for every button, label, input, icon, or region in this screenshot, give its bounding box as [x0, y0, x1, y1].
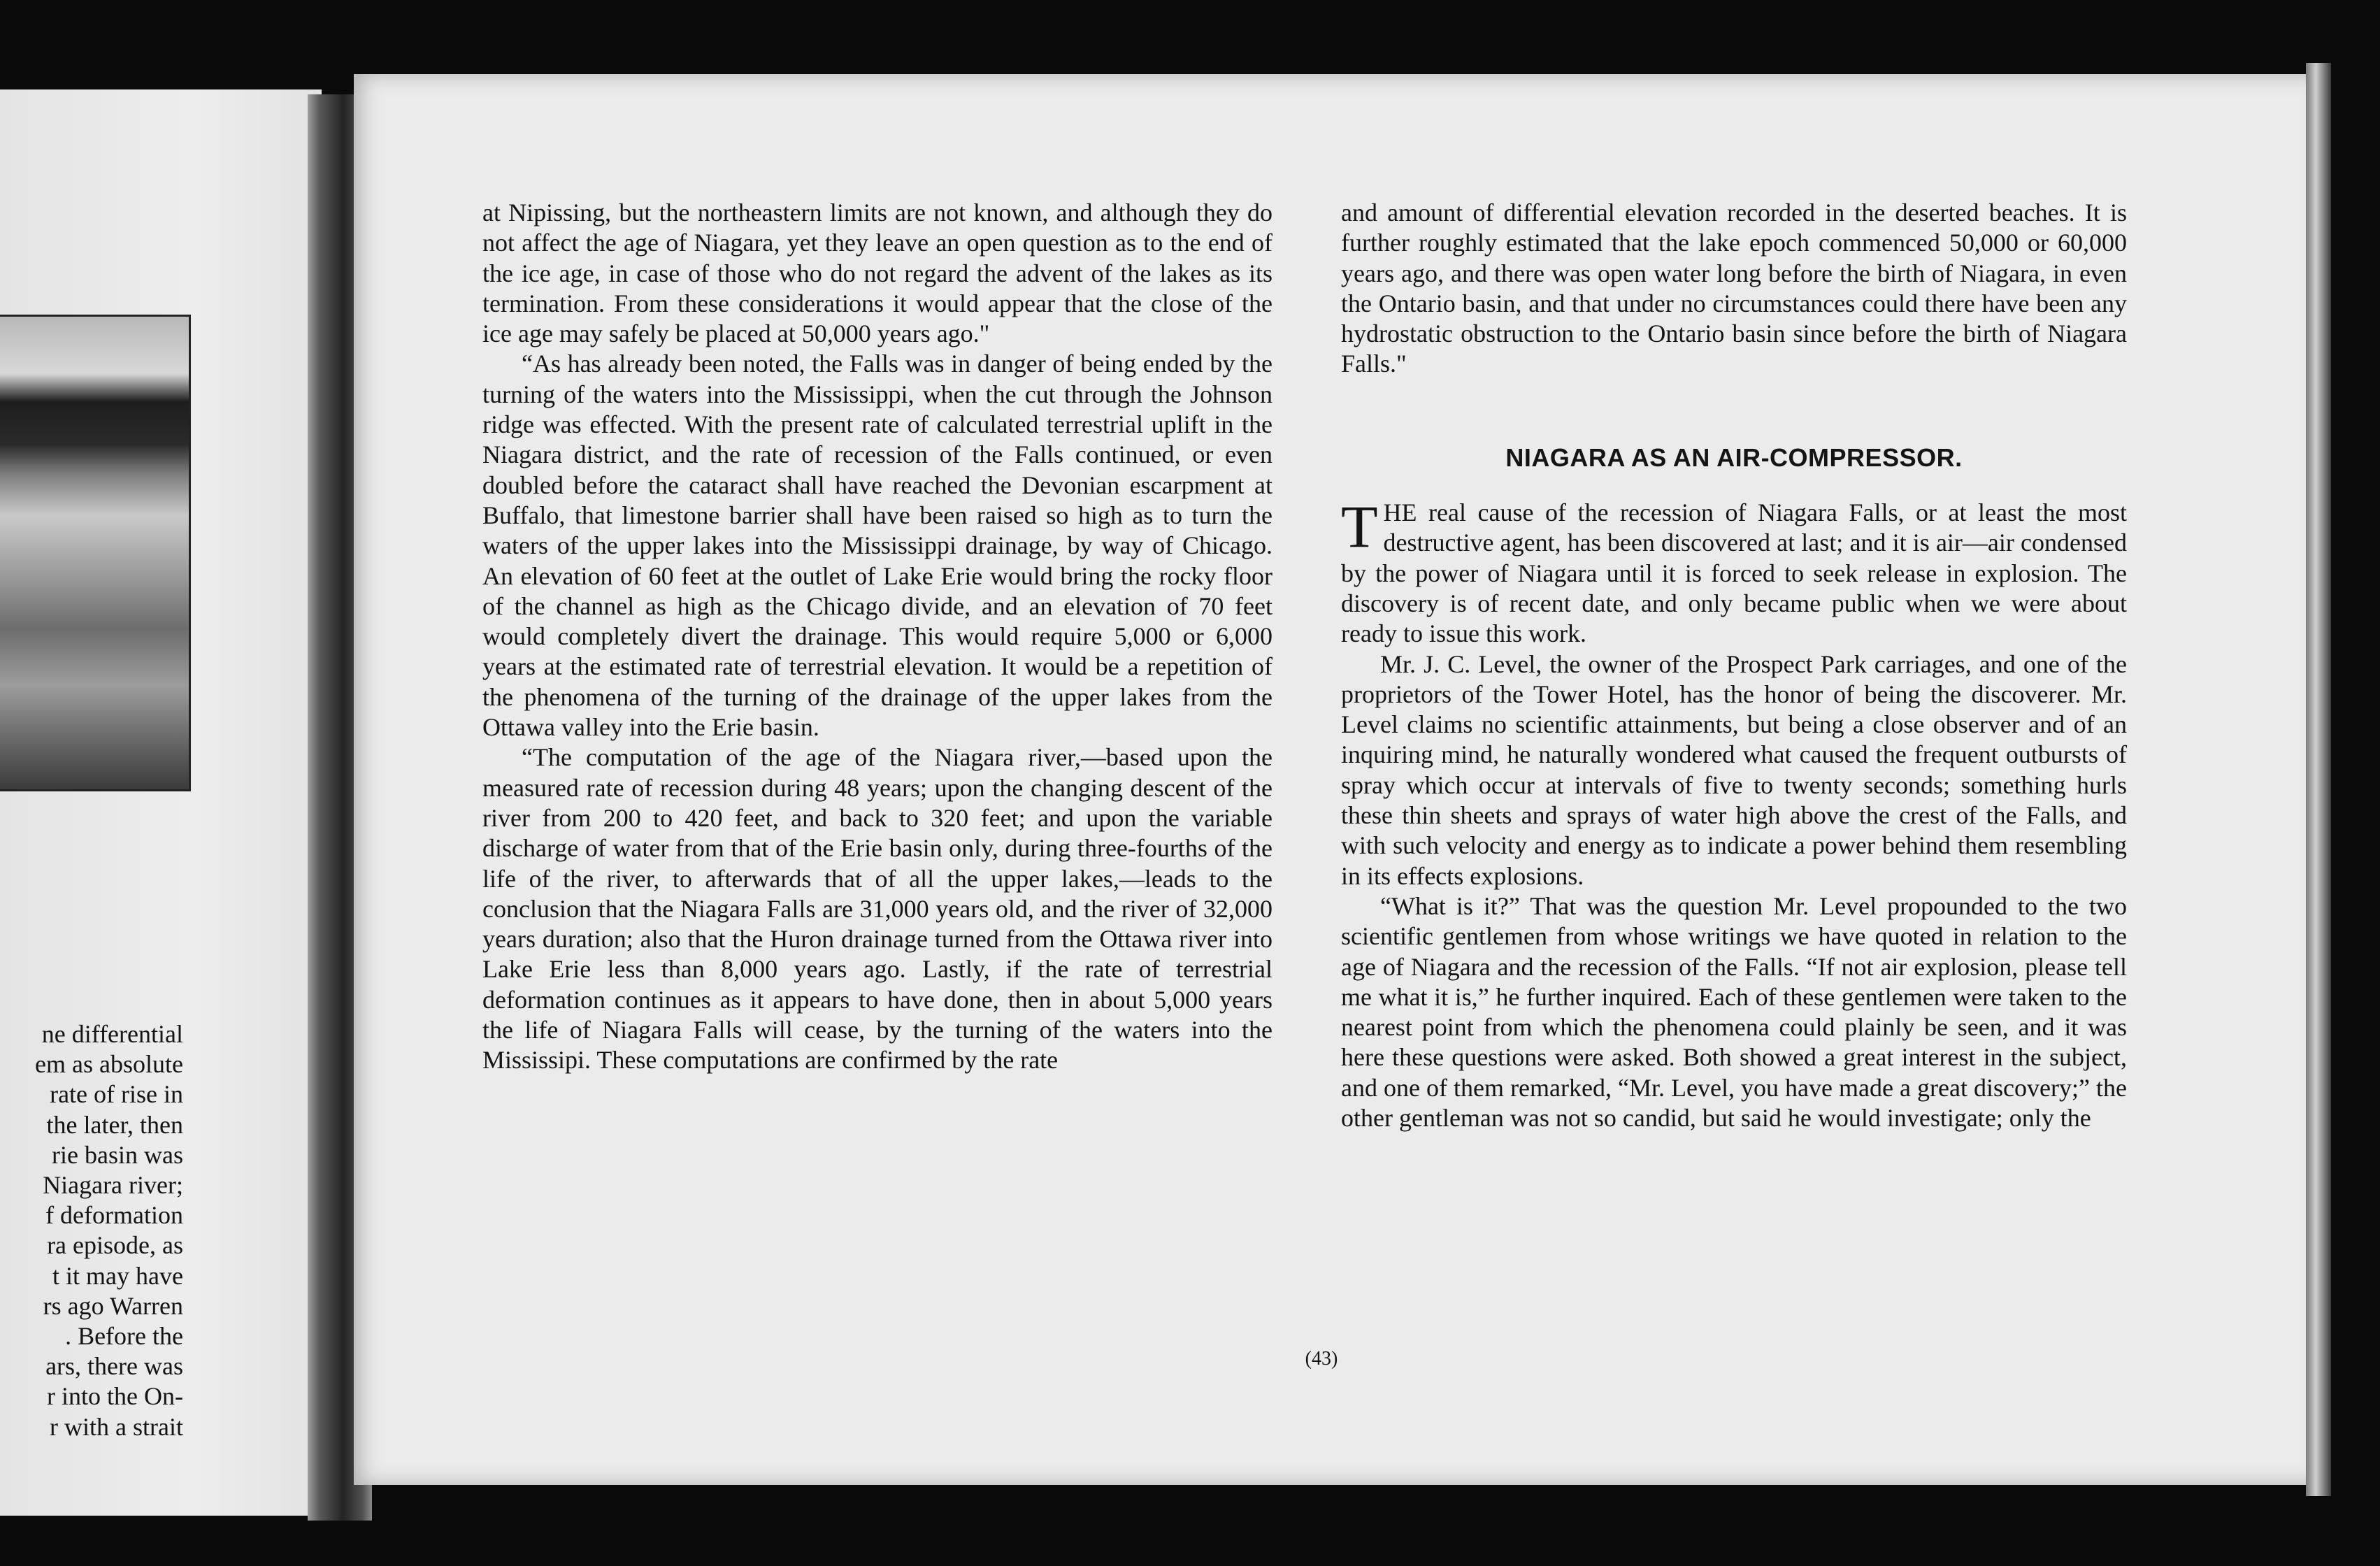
text-line: ne differential	[41, 1020, 183, 1048]
text-line: ars, there was	[45, 1352, 183, 1381]
paragraph: “The computation of the age of the Niagara river,—based upon the measured rate of recession during 48 years; upon the changing descent of the river from 200 to 420 feet, and back to 320 feet; and upon the variable discharge of water from that of the Erie basin only, during three-fourths of the life of the river, to afterwards that of all the upper lakes,—leads to the conclusion that the Niagara Falls are 31,000 years old, and the river of 32,000 years duration; also that the Huron drainage turned from the Ottawa river into Lake Erie less than 8,000 years ago. Lastly, if the rate of terrestrial deformation continues as it appears to have done, then in about 5,000 years the life of Niagara Falls will cease, by the turning of the waters into the Mississipi. These computations are confirmed by the rate	[482, 743, 1273, 1075]
text-line: rie basin was	[52, 1140, 183, 1169]
text-line: f deformation	[45, 1201, 183, 1230]
text-line: ra episode, as	[47, 1231, 183, 1260]
paragraph: “What is it?” That was the question Mr. Level propounded to the two scientific gentlemen from whose writings we have quoted in relation to the age of Niagara and the recession of the Falls. “If not air explosion, please tell me what it is,” he further inquired. Each of these gentlemen were taken to the nearest point from which the phenomena could plainly be seen, and it was here these questions were asked. Both showed a great interest in the subject, and one of them remarked, “Mr. Level, you have made a great discovery;” the other gentleman was not so candid, but said he would investigate; only the	[1341, 891, 2127, 1133]
drop-cap: T	[1341, 493, 1378, 561]
right-text-column	[1341, 198, 2127, 1133]
paragraph: Mr. J. C. Level, the owner of the Prospect Park carriages, and one of the proprietors of the Tower Hotel, has the honor of being the discoverer. Mr. Level claims no scientific attainments, but being a close observer and of an inquiring mind, he naturally wondered what caused the frequent outbursts of spray which occur at intervals of five to twenty seconds; something hurls these thin sheets and sprays of water high above the crest of the Falls, and with such velocity and energy as to indicate a power behind them resembling in its effects explosions.	[1341, 649, 2127, 890]
page-edge	[2306, 63, 2331, 1496]
paragraph: at Nipissing, but the northeastern limits are not known, and although they do not affect the age of Niagara, yet they leave an open question as to the end of the ice age, in case of those who do not regard the advent of the lakes as its termination. From these considerations it would appear that the close of the ice age may safely be placed at 50,000 years ago."	[482, 199, 1273, 348]
text-line: Niagara river;	[43, 1171, 183, 1200]
previous-page	[0, 89, 322, 1516]
section-heading: NIAGARA AS AN AIR-COMPRESSOR.	[1505, 443, 1963, 472]
paragraph-text: HE real cause of the recession of Niagara Falls, or at least the most destructive agent, has been discovered at last; and it is air—air condensed by the power of Niagara until it is forced to seek release in explosion. The discovery is of recent date, and only became public when we were about ready to issue this work.	[1341, 498, 2127, 648]
previous-page-text	[0, 1019, 183, 1442]
text-line: rs ago Warren	[43, 1291, 183, 1320]
text-line: em as absolute	[35, 1050, 183, 1079]
paragraph: “As has already been noted, the Falls was in danger of being ended by the turning of the waters into the Mississippi, when the cut through the Johnson ridge was effected. With the present rate of calculated terrestrial uplift in the Niagara district, and the rate of recession of the Falls continued, or even doubled before the cataract shall have reached the Devonian escarpment at Buffalo, that limestone barrier shall have been raised so high as to turn the waters of the upper lakes into the Mississippi drainage, by way of Chicago. An elevation of 60 feet at the outlet of Lake Erie would bring the rocky floor of the channel as high as the Chicago divide, and an elevation of 70 feet would completely divert the drainage. This would require 5,000 or 6,000 years at the estimated rate of terrestrial elevation. It would be a repetition of the phenomena of the turning of the drainage of the upper lakes from the Ottawa valley into the Erie basin.	[482, 350, 1273, 742]
text-line: t it may have	[52, 1261, 183, 1290]
text-line: r with a strait	[50, 1412, 183, 1441]
paragraph-with-drop-cap	[1341, 493, 2127, 649]
text-line: . Before the	[65, 1322, 183, 1351]
page-number: (43)	[1305, 1348, 1338, 1370]
text-line: r into the On-	[47, 1382, 183, 1411]
text-line: the later, then	[46, 1110, 183, 1139]
paragraph: and amount of differential elevation recorded in the deserted beaches. It is further roughly estimated that the lake epoch commenced 50,000 or 60,000 years ago, and there was open water long before the birth of Niagara, in even the Ontario basin, and that under no circumstances could there have been any hydrostatic obstruction to the Ontario basin since before the birth of Niagara Falls."	[1341, 199, 2127, 378]
text-line: rate of rise in	[50, 1080, 183, 1109]
left-text-column	[482, 198, 1273, 1076]
niagara-photograph	[0, 315, 191, 791]
